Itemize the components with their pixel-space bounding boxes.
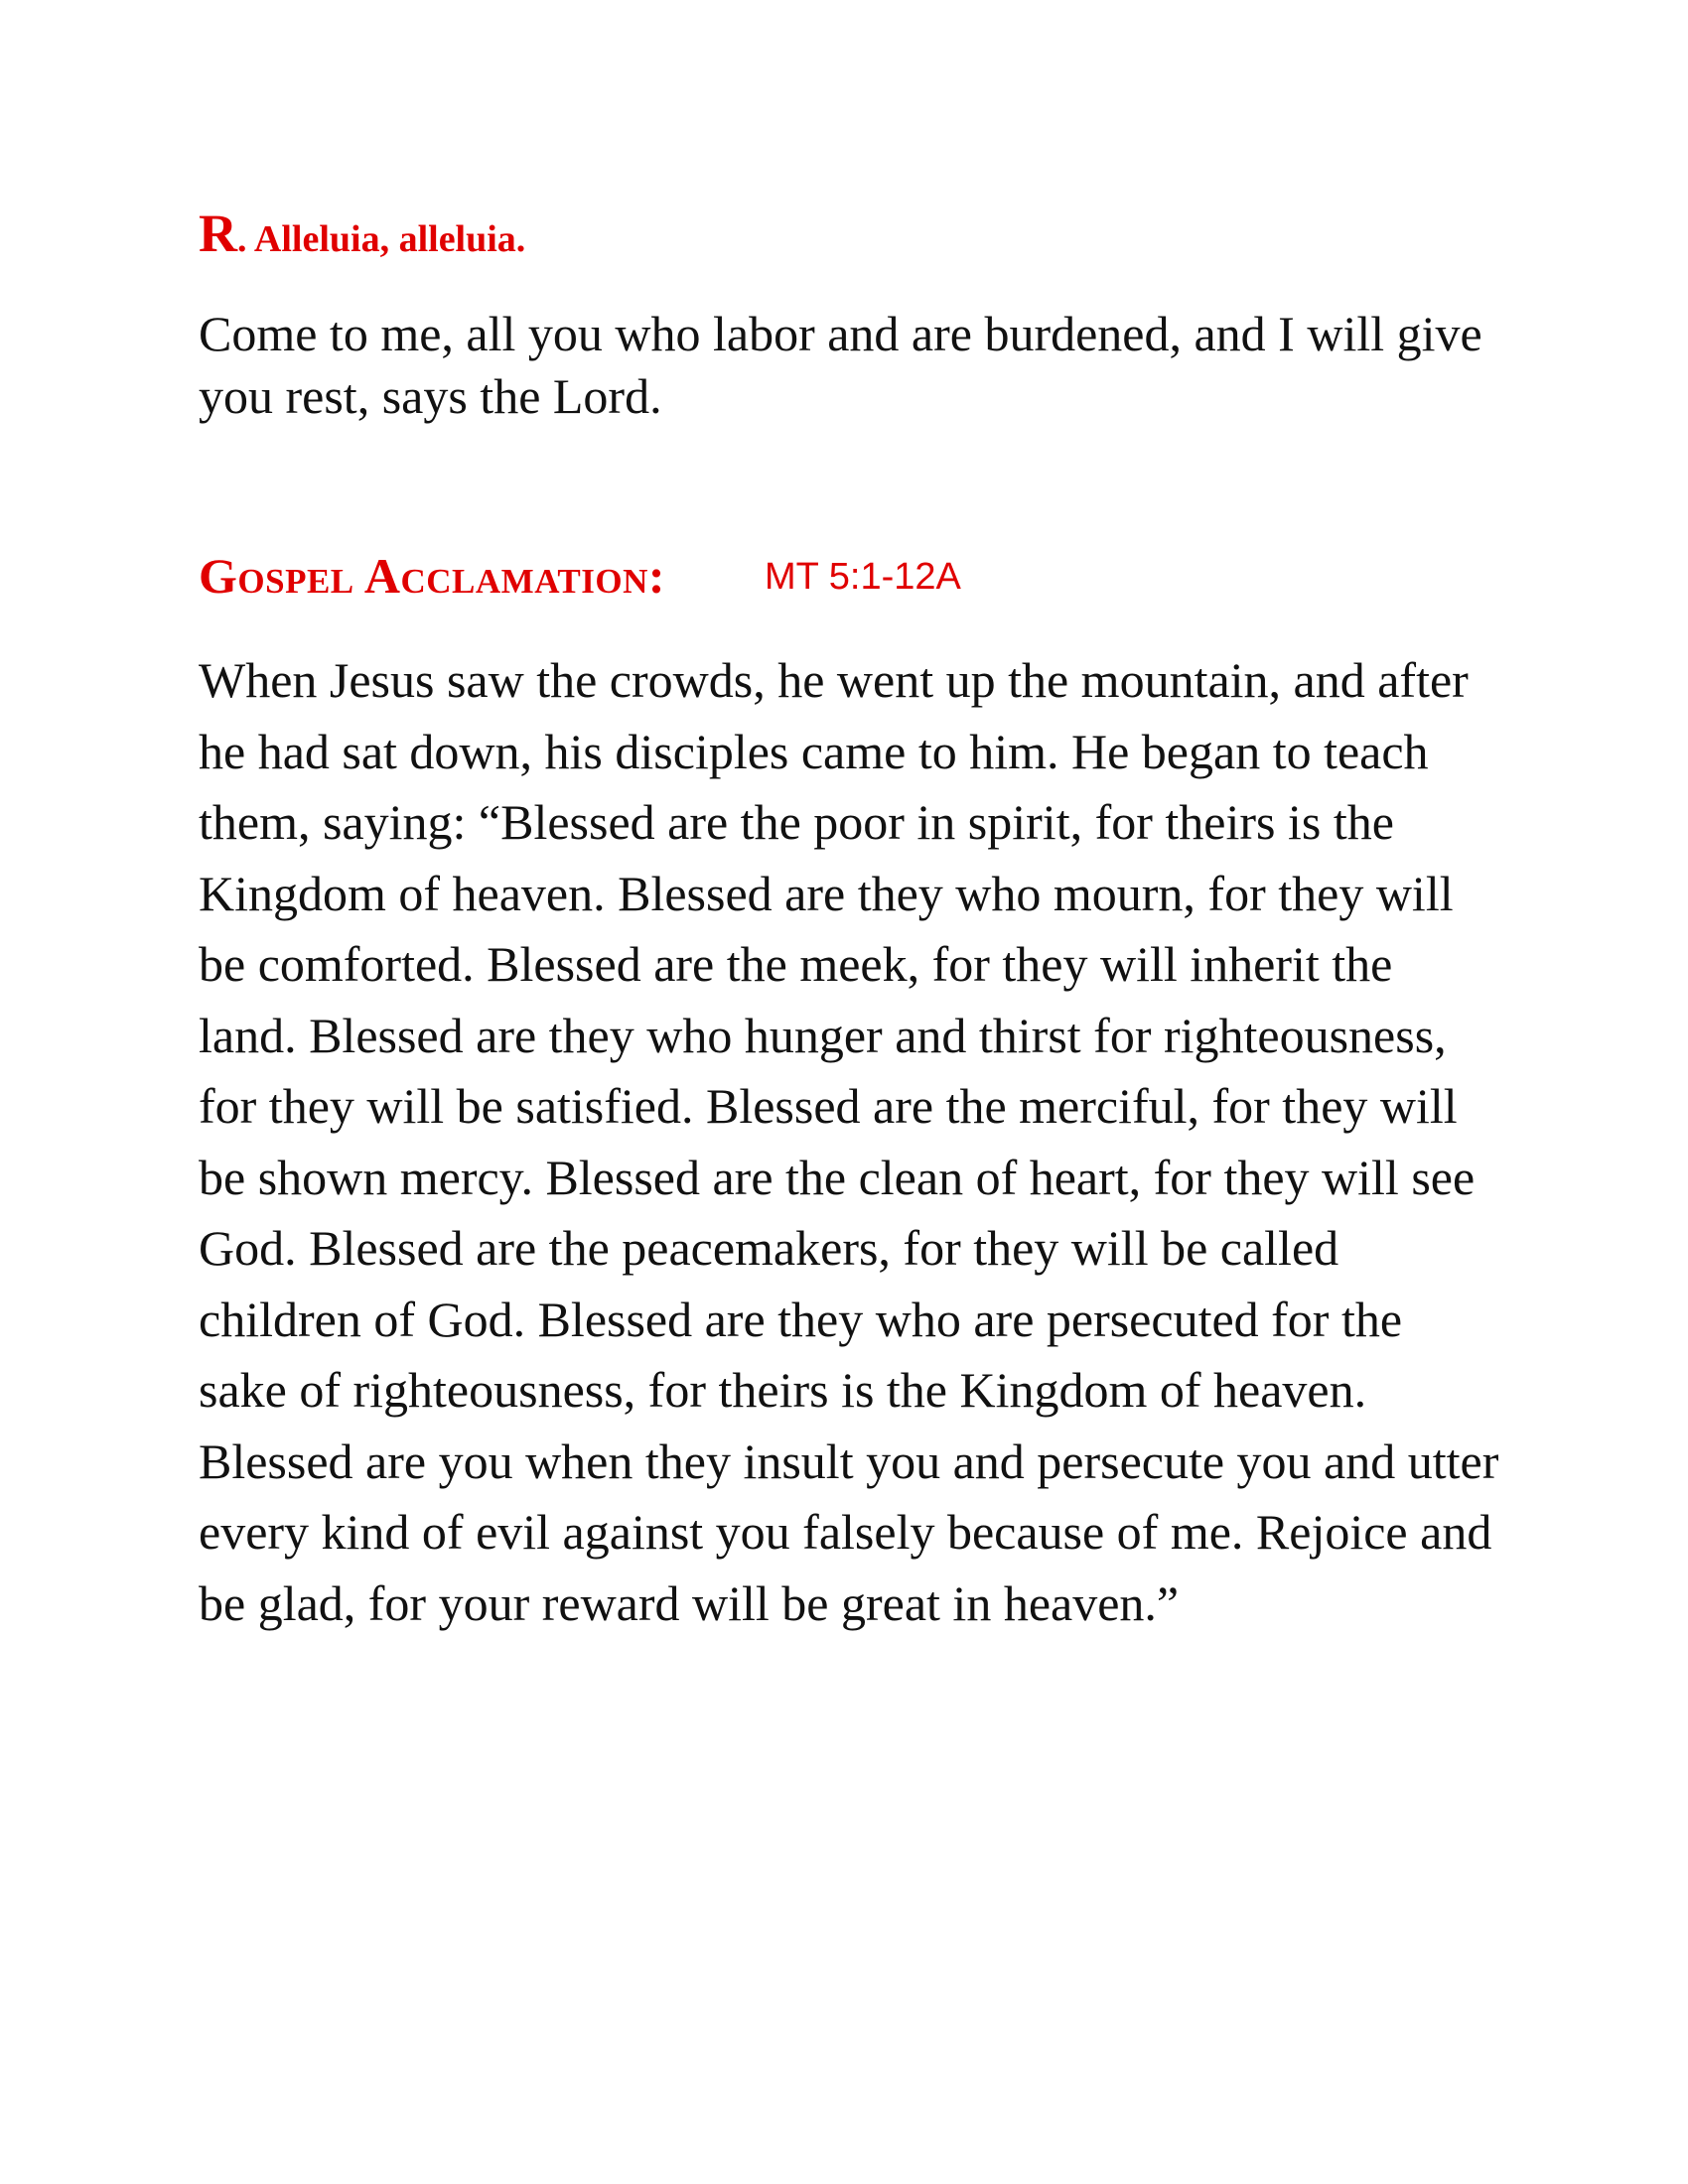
acclamation-verse: Come to me, all you who labor and are burdened, and I will give you rest, says the Lord. [199,306,1482,424]
response-marker: R [199,204,237,263]
response-line [199,204,526,263]
response-text: . Alleluia, alleluia. [237,218,526,260]
scripture-citation: MT 5:1-12A [765,556,961,598]
gospel-reading: When Jesus saw the crowds, he went up the mountain, and after he had sat down, his disciples came to him. He began to teach them, saying: “Blessed are the poor in spirit, for theirs is the Kingdom of heaven. Blessed are they who mourn, for they will be comforted. Blessed are the meek, for they will inherit the land. Blessed are they who hunger and thirst for righteousness, for they will be satisfied. Blessed are the merciful, for they will be shown mercy. Blessed are the clean of heart, for they will see God. Blessed are the peacemakers, for they will be called children of God. Blessed are they who are persecuted for the sake of righteousness, for theirs is the Kingdom of heaven. Blessed are you when they insult you and persecute you and utter every kind of evil against you falsely because of me. Rejoice and be glad, for your reward will be great in heaven.” [199,652,1499,1631]
section-heading [199,548,961,604]
section-title: Gospel Acclamation: [199,548,666,604]
